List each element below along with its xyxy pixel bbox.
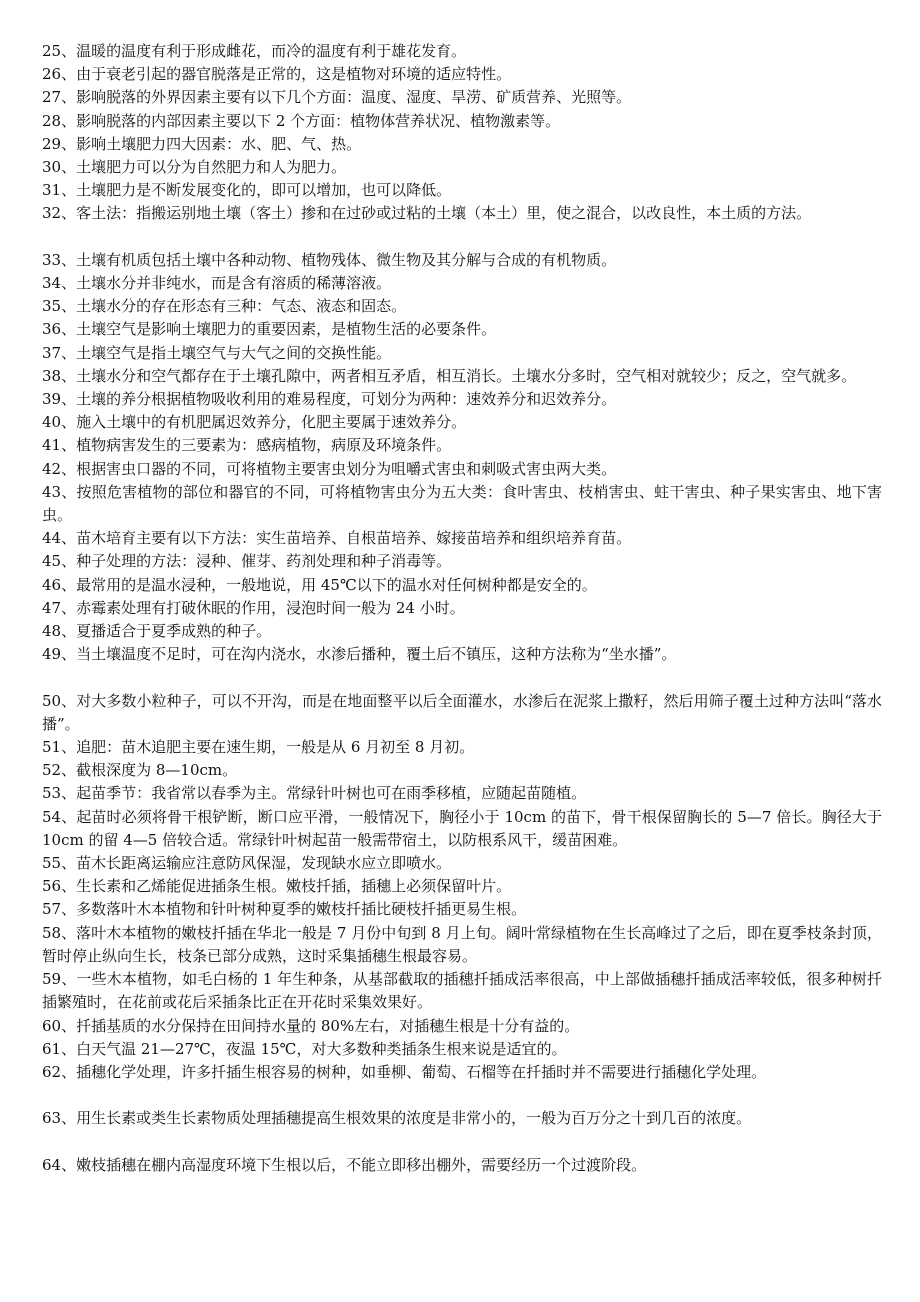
list-item: 59、一些木本植物，如毛白杨的 1 年生种条，从基部截取的插穗扦插成活率很高，中上部做插穗扦插成活率较低，很多种树扦插繁殖时，在花前或花后采插条比正在开花时采集效果好。 — [42, 970, 882, 1012]
list-item: 26、由于衰老引起的器官脱落是正常的，这是植物对环境的适应特性。 — [42, 65, 512, 84]
list-item: 58、落叶木本植物的嫩枝扦插在华北一般是 7 月份中旬到 8 月上旬。阔叶常绿植物在生长高峰过了之后，即在夏季枝条封顶，暂时停止纵向生长，枝条已部分成熟，这时采集插穗生根最容易。 — [42, 923, 882, 965]
list-item: 53、起苗季节：我省常以春季为主。常绿针叶树也可在雨季移植，应随起苗随植。 — [42, 784, 587, 803]
list-item: 44、苗木培育主要有以下方法：实生苗培养、自根苗培养、嫁接苗培养和组织培养育苗。 — [42, 529, 632, 548]
list-item: 48、夏播适合于夏季成熟的种子。 — [42, 622, 272, 641]
list-item: 33、土壤有机质包括土壤中各种动物、植物残体、微生物及其分解与合成的有机物质。 — [42, 250, 617, 269]
list-item: 39、土壤的养分根据植物吸收利用的难易程度，可划分为两种：速效养分和迟效养分。 — [42, 390, 617, 409]
list-item: 35、土壤水分的存在形态有三种：气态、液态和固态。 — [42, 297, 407, 316]
blank-line — [42, 666, 882, 689]
list-item: 28、影响脱落的内部因素主要以下 2 个方面：植物体营养状况、植物激素等。 — [42, 111, 561, 130]
list-item: 45、种子处理的方法：浸种、催芽、药剂处理和种子消毒等。 — [42, 552, 452, 571]
list-item: 46、最常用的是温水浸种，一般地说，用 45℃以下的温水对任何树种都是安全的。 — [42, 575, 597, 594]
list-item: 25、温暖的温度有利于形成雌花，而冷的温度有利于雄花发育。 — [42, 42, 467, 60]
list-item: 60、扦插基质的水分保持在田间持水量的 80%左右，对插穗生根是十分有益的。 — [42, 1016, 580, 1035]
list-item: 41、植物病害发生的三要素为：感病植物，病原及环境条件。 — [42, 436, 452, 455]
list-item: 34、土壤水分并非纯水，而是含有溶质的稀薄溶液。 — [42, 274, 392, 293]
list-item: 29、影响土壤肥力四大因素：水、肥、气、热。 — [42, 134, 362, 153]
list-item: 27、影响脱落的外界因素主要有以下几个方面：温度、湿度、旱涝、矿质营养、光照等。 — [42, 88, 632, 107]
list-item: 37、土壤空气是指土壤空气与大气之间的交换性能。 — [42, 343, 392, 362]
blank-line — [42, 1131, 882, 1154]
blank-line — [42, 1084, 882, 1107]
list-item: 52、截根深度为 8—10cm。 — [42, 761, 238, 780]
list-item: 30、土壤肥力可以分为自然肥力和人为肥力。 — [42, 158, 347, 177]
list-item: 62、插穗化学处理，许多扦插生根容易的树种，如垂柳、葡萄、石榴等在扦插时并不需要进行插穗化学处理。 — [42, 1062, 767, 1081]
list-item: 56、生长素和乙烯能促进插条生根。嫩枝扦插，插穗上必须保留叶片。 — [42, 877, 512, 896]
list-item: 40、施入土壤中的有机肥属迟效养分，化肥主要属于速效养分。 — [42, 413, 467, 432]
list-item: 63、用生长素或类生长素物质处理插穗提高生根效果的浓度是非常小的，一般为百万分之十到几百的浓度。 — [42, 1109, 752, 1128]
list-item: 50、对大多数小粒种子，可以不开沟，而是在地面整平以后全面灌水，水渗后在泥浆上撒籽，然后用筛子覆土过种方法叫“落水播”。 — [42, 691, 882, 733]
list-item: 64、嫩枝插穗在棚内高湿度环境下生根以后，不能立即移出棚外，需要经历一个过渡阶段。 — [42, 1155, 647, 1174]
list-item: 43、按照危害植物的部位和器官的不同，可将植物害虫分为五大类：食叶害虫、枝梢害虫、蛀干害虫、种子果实害虫、地下害虫。 — [42, 482, 882, 525]
list-item: 55、苗木长距离运输应注意防风保湿，发现缺水应立即喷水。 — [42, 854, 452, 873]
list-item: 32、客土法：指搬运别地土壤（客土）掺和在过砂或过粘的土壤（本土）里，使之混合，以改良性，本土质的方法。 — [42, 204, 812, 223]
list-item: 61、白天气温 21—27℃，夜温 15℃，对大多数种类插条生根来说是适宜的。 — [42, 1039, 567, 1058]
list-item: 38、土壤水分和空气都存在于土壤孔隙中，两者相互矛盾，相互消长。土壤水分多时，空气相对就较少；反之，空气就多。 — [42, 366, 857, 385]
list-item: 36、土壤空气是影响土壤肥力的重要因素，是植物生活的必要条件。 — [42, 320, 497, 339]
list-item: 57、多数落叶木本植物和针叶树种夏季的嫩枝扦插比硬枝扦插更易生根。 — [42, 900, 527, 919]
list-item: 47、赤霉素处理有打破休眠的作用，浸泡时间一般为 24 小时。 — [42, 598, 465, 617]
list-item: 51、追肥：苗木追肥主要在速生期，一般是从 6 月初至 8 月初。 — [42, 738, 475, 757]
list-item: 54、起苗时必须将骨干根铲断，断口应平滑，一般情况下，胸径小于 10cm 的苗下，骨干根保留胸长的 5—7 倍长。胸径大于 10cm 的留 4—5 倍较合适。常绿针叶树起苗一般需带宿土，以防根系风干，缓苗困难。 — [42, 807, 882, 849]
list-item: 42、根据害虫口器的不同，可将植物主要害虫划分为咀嚼式害虫和刺吸式害虫两大类。 — [42, 459, 617, 478]
list-item: 31、土壤肥力是不断发展变化的，即可以增加，也可以降低。 — [42, 181, 452, 200]
blank-line — [42, 226, 882, 249]
list-item: 49、当土壤温度不足时，可在沟内浇水，水渗后播种，覆土后不镇压，这种方法称为“坐水播”。 — [42, 645, 677, 664]
